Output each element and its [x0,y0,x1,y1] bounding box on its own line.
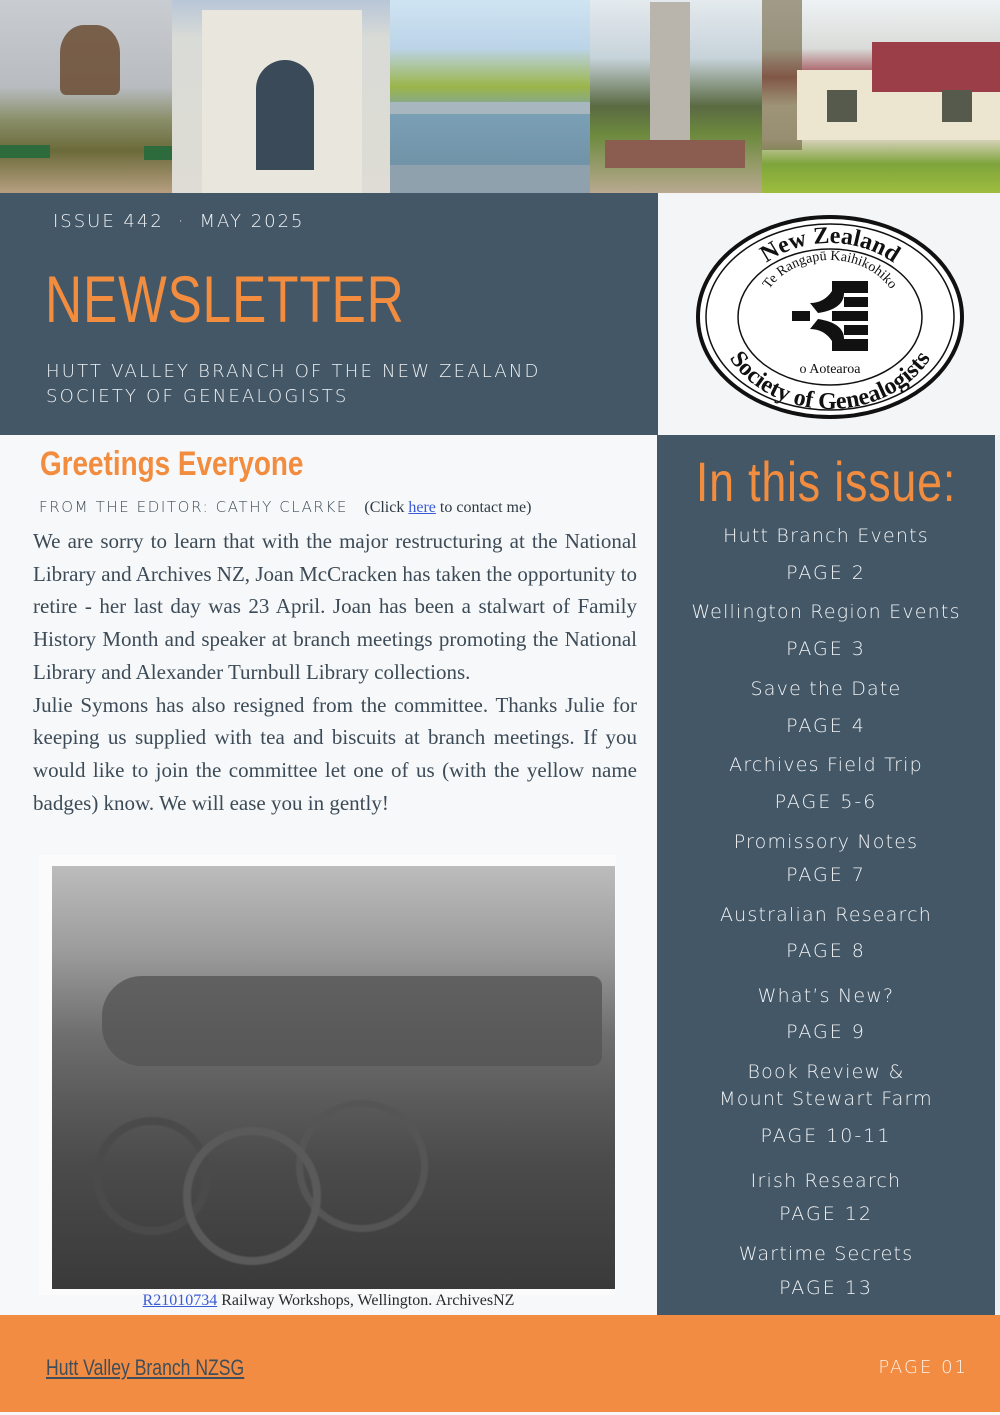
contact-note [364,499,531,516]
logo-panel [658,193,1000,435]
toc-item-promissory-notes[interactable]: Promissory Notes [733,831,919,853]
tree [762,0,802,150]
banner-photo-cottage [762,0,1000,193]
street-sign [0,145,50,158]
editor-byline [39,498,531,517]
toc-page: PAGE 13 [779,1277,873,1299]
svg-text:New Zealand: New Zealand [755,222,905,268]
memorial-pillar [650,2,690,152]
paragraph-1: We are sorry to learn that with the major restructuring at the National Library and Archives NZ, Joan McCracken has taken the opportunity to retire - her last day was 23 April. Joan has been a stalwart of Family History Month and speaker at branch meetings promoting the National Library and Alexander Turnbull Library collections. [33,529,637,684]
toc-item-book-review[interactable]: Book Review & [747,1061,905,1083]
table-of-contents [657,435,995,1315]
toc-item-wellington-region-events[interactable]: Wellington Region Events [691,601,961,623]
toc-heading: In this issue: [695,450,957,513]
photo-banner [0,0,1000,193]
bridge-base [390,165,590,193]
toc-page: PAGE 2 [786,562,866,584]
toc-item-save-the-date[interactable]: Save the Date [750,678,902,700]
issue-date: MAY 2025 [199,211,305,232]
toc-page: PAGE 7 [786,864,866,886]
bridge-railing [390,102,590,114]
subtitle-line-1: HUTT VALLEY BRANCH OF THE NEW ZEALAND [46,361,541,382]
photo-caption [0,1292,657,1310]
svg-text:Te Rangapū Kaihikohiko: Te Rangapū Kaihikohiko [760,248,900,292]
article-heading: Greetings Everyone [40,445,304,483]
toc-page: PAGE 12 [779,1203,873,1225]
banner-photo-museum [172,0,390,193]
cottage-window [827,90,857,122]
toc-item-whats-new[interactable]: What’s New? [757,985,895,1007]
toc-page: PAGE 5-6 [774,791,878,813]
article-body [33,525,637,819]
subtitle-line-2: SOCIETY OF GENEALOGISTS [46,386,349,407]
toc-item-archives-field-trip[interactable]: Archives Field Trip [729,754,923,776]
toc-page: PAGE 9 [786,1021,866,1043]
issue-number: ISSUE 442 [53,211,164,232]
masthead [0,193,658,435]
branch-link[interactable]: Hutt Valley Branch NZSG [46,1355,245,1380]
toc-item-wartime-secrets[interactable]: Wartime Secrets [738,1243,914,1265]
byline-text: FROM THE EDITOR: CATHY CLARKE [39,498,348,516]
banner-photo-river [390,0,590,193]
newsletter-title: NEWSLETTER [45,262,405,336]
archive-reference-link[interactable]: R21010734 [142,1292,218,1309]
footer [0,1315,1000,1412]
cottage-roof [872,42,1000,92]
railway-workshops-photo [52,866,615,1289]
svg-text:Society of Genealogists: Society of Genealogists [724,346,936,416]
toc-page: PAGE 3 [786,638,866,660]
banner-photo-sculpture [0,0,172,193]
contact-editor-link[interactable]: here [408,499,436,516]
arched-window [256,60,314,170]
paragraph-2: Julie Symons has also resigned from the committee. Thanks Julie for keeping us supplied with tea and biscuits at branch meetings. If you would like to join the committee let one of us (with the yellow name badges) know. We will ease you in gently! [33,692,637,815]
street-sign [144,146,172,160]
fantail-sculpture [60,25,120,95]
locomotive-boiler [102,976,602,1066]
toc-page: PAGE 10-11 [760,1125,892,1147]
svg-text:o Aotearoa: o Aotearoa [799,362,861,377]
caption-text: Railway Workshops, Wellington. ArchivesNZ [217,1292,515,1309]
toc-item-australian-research[interactable]: Australian Research [719,904,933,926]
toc-page: PAGE 8 [786,940,866,962]
organization-name [46,359,541,409]
contact-prefix: (Click [364,499,409,516]
contact-suffix: to contact me) [435,499,532,516]
memorial-steps [605,140,745,168]
article-photo-frame [39,855,616,1295]
article-column [0,435,657,1315]
issue-line [53,211,305,232]
cottage-window [942,90,972,122]
separator: · [177,211,186,232]
toc-item-hutt-branch-events[interactable]: Hutt Branch Events [723,525,929,547]
nzsg-logo [694,213,966,421]
banner-photo-memorial [590,0,762,193]
page-number: PAGE 01 [878,1357,968,1378]
toc-page: PAGE 4 [786,715,866,737]
toc-item-irish-research[interactable]: Irish Research [750,1170,902,1192]
page-margin [995,435,1000,1315]
toc-item-mount-stewart-farm[interactable]: Mount Stewart Farm [719,1088,933,1110]
